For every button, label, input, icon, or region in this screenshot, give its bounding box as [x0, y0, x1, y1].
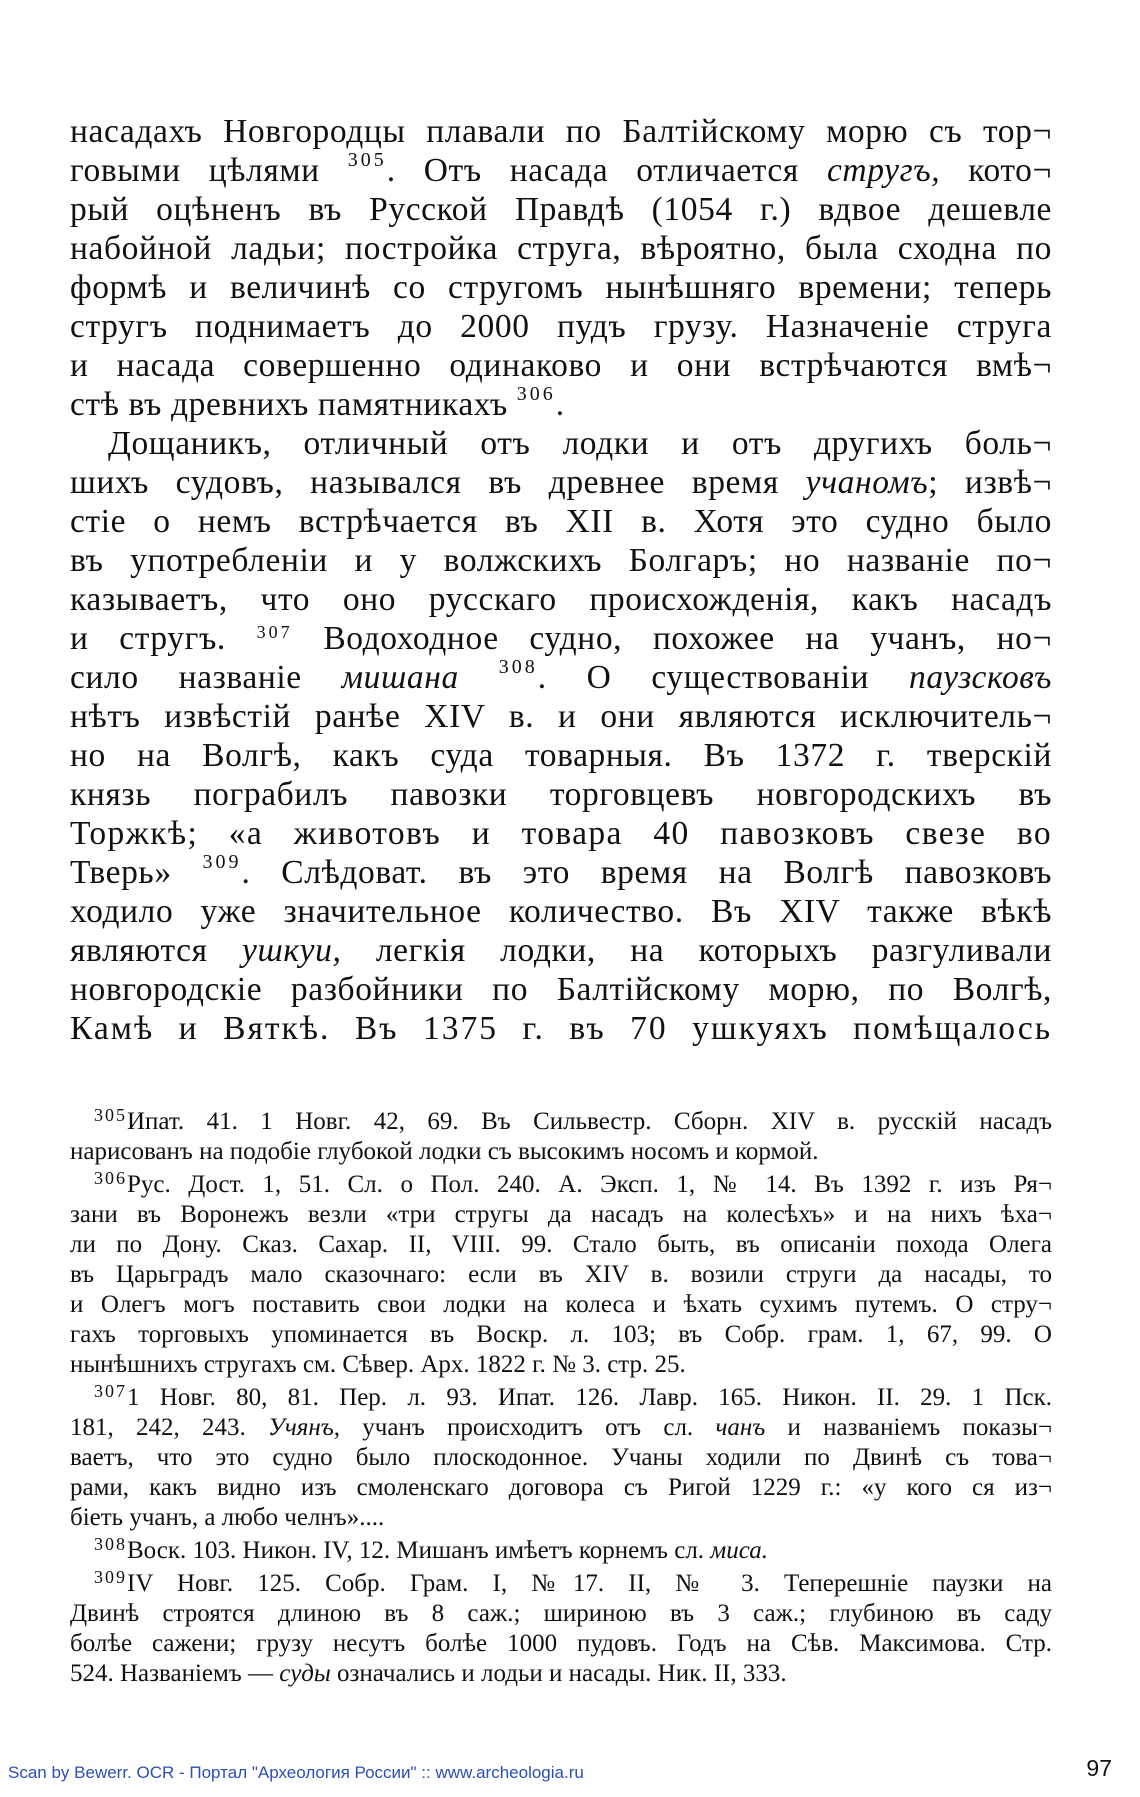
text-line: въ употребленіи и у волжскихъ Болгаръ; но названіе по¬ — [70, 542, 1052, 579]
footnote-number: 306 — [94, 1168, 127, 1188]
text-line: шихъ судовъ, назывался въ древнее время учаномъ; извѣ¬ — [70, 464, 1052, 501]
emphasis: чанъ — [715, 1414, 766, 1441]
footnotes — [70, 1107, 1052, 1689]
scan-credit: Scan by Bewerr. OCR - Портал "Археология России" :: www.archeologia.ru — [8, 1763, 584, 1782]
text-line: Камѣ и Вяткѣ. Въ 1375 г. въ 70 ушкуяхъ помѣщалось — [70, 1010, 1052, 1047]
text-line: рый оцѣненъ въ Русской Правдѣ (1054 г.) вдвое дешевле — [70, 191, 1052, 228]
footnote-number: 309 — [94, 1567, 127, 1587]
text-line: Дощаникъ, отличный отъ лодки и отъ другихъ боль¬ — [108, 425, 1052, 462]
emphasis: Учянъ, — [268, 1414, 341, 1441]
footnote-305: $^{305}$Ипат. 41. 1 Новг. 42, 69. Въ Сильвестр. Сборн. XIV в. русскій насадъ нарисованъ на подобіе глубокой лодки съ высокимъ носомъ и кормой. — [70, 1105, 1052, 1165]
text-line: казываетъ, что оно русскаго происхожденія, какъ насадъ — [70, 581, 1052, 618]
footnote-ref: 305 — [347, 149, 387, 171]
text-line: стіе о немъ встрѣчается въ XII в. Хотя это судно было — [70, 503, 1052, 540]
emphasis: ушкуи, — [242, 932, 342, 969]
text-line: и стругъ. $^{307}$ Водоходное судно, похожее на учанъ, но¬ — [70, 620, 1052, 657]
footnote-308: $^{308}$Воск. 103. Никон. IV, 12. Мишанъ имѣетъ корнемъ сл. миса. — [94, 1534, 768, 1564]
text-line: говыми цѣлями $^{305}$. Отъ насада отличается стругъ, кото¬ — [70, 149, 1052, 189]
text-line: набойной ладьи; постройка струга, вѣроятно, была сходна по — [70, 230, 1052, 267]
text-line: насадахъ Новгородцы плавали по Балтійскому морю съ тор¬ — [70, 113, 1052, 150]
footnote-307: $^{307}$1 Новг. 80, 81. Пер. л. 93. Ипат. 126. Лавр. 165. Никон. II. 29. 1 Пск. 181, 242, 243. Учянъ, учанъ происходитъ отъ сл. чанъ и названіемъ показы¬ ваетъ, что это судно было плоскодонное. Учаны ходили по Двинѣ съ това¬ рами, какъ видно изъ смоленскаго договора съ Ригой 1229 г.: «у кого ся из¬ біеть учанъ, а любо челнъ».... — [70, 1381, 1053, 1531]
text-line: Тверь» $^{309}$. Слѣдоват. въ это время на Волгѣ павозковъ — [70, 851, 1052, 891]
text-line: нѣтъ извѣстій ранѣе XIV в. и они являются исключитель¬ — [70, 698, 1052, 735]
text-line: являются ушкуи, легкія лодки, на которыхъ разгуливали — [70, 932, 1052, 969]
emphasis: паузсковъ — [908, 659, 1052, 696]
emphasis: стругъ, — [826, 152, 941, 189]
text-line: сило названіе мишана $^{308}$. О существованіи паузсковъ — [70, 656, 1052, 696]
footnote-number: 307 — [94, 1381, 127, 1401]
text-line: но на Волгѣ, какъ суда товарныя. Въ 1372 г. тверскій — [70, 737, 1052, 774]
emphasis: миса. — [710, 1537, 768, 1564]
page-number: 97 — [1086, 1755, 1112, 1781]
text-line: ходило уже значительное количество. Въ XIV также вѣкѣ — [70, 893, 1052, 930]
page-footer — [0, 1755, 1140, 1785]
emphasis: суды — [279, 1660, 331, 1687]
main-text — [70, 112, 1052, 1048]
footnote-ref: 306 — [516, 383, 556, 405]
text-line: князь пограбилъ павозки торговцевъ новгородскихъ въ — [70, 776, 1052, 813]
footnote-ref: 309 — [202, 851, 242, 873]
footnote-ref: 307 — [256, 622, 293, 642]
footnote-306: $^{306}$Рус. Дост. 1, 51. Сл. о Пол. 240. А. Эксп. 1, № 14. Въ 1392 г. изъ Ря¬ зани въ Воронежъ везли «три стругы да насадъ на колесѣхъ» и на нихъ ѣха¬ ли по Дону. Сказ. Сахар. II, VIII. 99. Стало быть, въ описаніи похода Олега въ Царьградъ мало сказочнаго: если въ XIV в. возили струги да насады, то и Олегъ могъ поставить свои лодки на колеса и ѣхать сухимъ путемъ. О стру¬ гахъ торговыхъ упоминается въ Воскр. л. 103; въ Собр. грам. 1, 67, 99. О нынѣшнихъ стругахъ см. Сѣвер. Арх. 1822 г. № 3. стр. 25. — [70, 1168, 1052, 1378]
footnote-number: 308 — [94, 1534, 127, 1554]
text-line: стругъ поднимаетъ до 2000 пудъ грузу. Назначеніе струга — [70, 308, 1052, 345]
footnote-ref: 308 — [498, 656, 538, 678]
footnote-309: $^{309}$IV Новг. 125. Собр. Грам. I, №17. II, № 3. Теперешніе паузки на Двинѣ строятся длиною въ 8 саж.; шириною въ 3 саж.; глубиною въ саду болѣе сажени; грузу несутъ болѣе 1000 пудовъ. Годъ на Сѣв. Максимова. Стр. 524. Названіемъ — суды означались и лодьи и насады. Ник. II, 333. — [70, 1567, 1052, 1687]
text-line: новгородскіе разбойники по Балтійскому морю, по Волгѣ, — [70, 971, 1052, 1008]
emphasis: мишана — [341, 659, 459, 696]
footnote-number: 305 — [94, 1105, 127, 1125]
text-line: формѣ и величинѣ со стругомъ нынѣшняго времени; теперь — [70, 269, 1052, 306]
text-line: стѣ въ древнихъ памятникахъ $^{306}$. — [70, 383, 565, 423]
text-line: и насада совершенно одинаково и они встрѣчаются вмѣ¬ — [70, 347, 1052, 384]
text-line: Торжкѣ; «а животовъ и товара 40 павозковъ свезе во — [70, 815, 1052, 852]
emphasis: учаномъ — [805, 464, 929, 501]
